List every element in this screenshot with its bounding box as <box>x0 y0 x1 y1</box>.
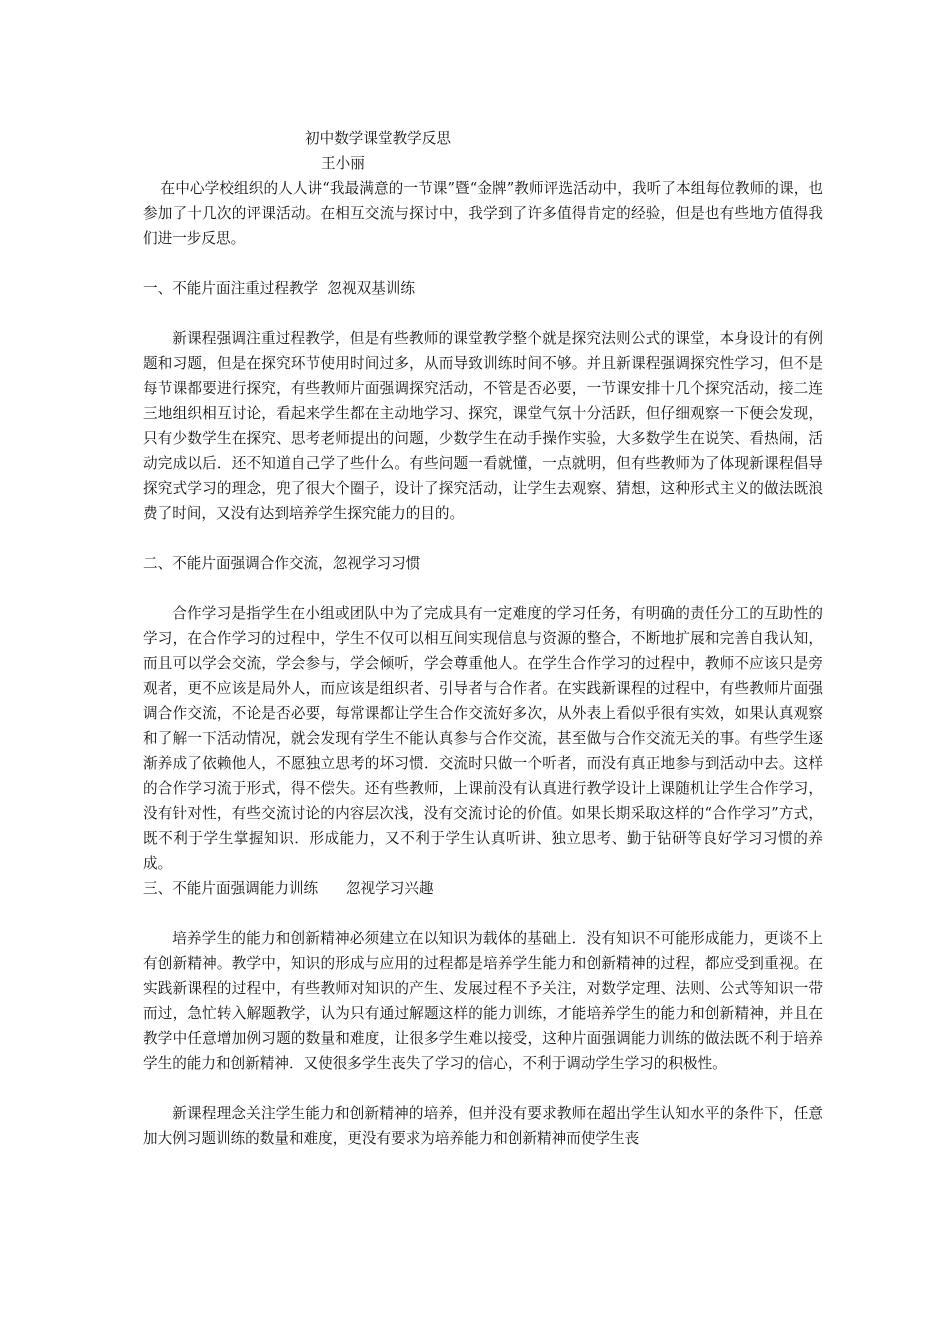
section-heading-2: 二、不能片面强调合作交流，忽视学习习惯 <box>143 555 421 572</box>
spacer <box>143 251 823 276</box>
spacer <box>143 901 823 926</box>
intro-paragraph: 在中心学校组织的人人讲“我最满意的一节课”暨“金牌”教师评选活动中，我听了本组每位教师的课，也参加了十几次的评课活动。在相互交流与探讨中，我学到了许多值得肯定的经验，但是也有些地方值得我们进一步反思。 <box>143 180 823 247</box>
document-page <box>143 126 823 1151</box>
spacer <box>143 301 823 326</box>
section-3-paragraph-1: 培养学生的能力和创新精神必须建立在以知识为载体的基础上．没有知识不可能形成能力，更谈不上有创新精神。教学中，知识的形成与应用的过程都是培养学生能力和创新精神的过程，都应受到重视。在实践新课程的过程中，有些教师对知识的产生、发展过程不予关注，对数学定理、法则、公式等知识一带而过，急忙转入解题教学，认为只有通过解题这样的能力训练，才能培养学生的能力和创新精神，并且在教学中任意增加例习题的数量和难度，让很多学生难以接受，这种片面强调能力训练的做法既不利于培养学生的能力和创新精神．又使很多学生丧失了学习的信心，不利于调动学生学习的积极性。 <box>143 930 823 1072</box>
section-1-paragraph-1: 新课程强调注重过程教学，但是有些教师的课堂教学整个就是探究法则公式的课堂，本身设计的有例题和习题，但是在探究环节使用时间过多，从而导致训练时间不够。并且新课程强调探究性学习，但不是每节课都要进行探究，有些教师片面强调探究活动，不管是否必要，一节课安排十几个探究活动，接二连三地组织相互讨论，看起来学生都在主动地学习、探究，课堂气氛十分活跃，但仔细观察一下便会发现，只有少数学生在探究、思考老师提出的问题，少数学生在动手操作实验，大多数学生在说笑、看热闹，活动完成以后．还不知道自己学了些什么。有些问题一看就懂，一点就明，但有些教师为了体现新课程倡导探究式学习的理念，兜了很大个圈子，设计了探究活动，让学生去观察、猜想，这种形式主义的做法既浪费了时间，又没有达到培养学生探究能力的目的。 <box>143 330 823 522</box>
section-heading-1: 一、不能片面注重过程教学 忽视双基训练 <box>143 280 415 297</box>
section-2-paragraph-1: 合作学习是指学生在小组或团队中为了完成具有一定难度的学习任务，有明确的责任分工的互助性的学习，在合作学习的过程中，学生不仅可以相互间实现信息与资源的整合，不断地扩展和完善自我认知，而且可以学会交流，学会参与，学会倾听，学会尊重他人。在学生合作学习的过程中，教师不应该只是旁观者，更不应该是局外人，而应该是组织者、引导者与合作者。在实践新课程的过程中，有些教师片面强调合作交流，不论是否必要，每常课都让学生合作交流好多次，从外表上看似乎很有实效，如果认真观察和了解一下活动情况，就会发现有学生不能认真参与合作交流，甚至做与合作交流无关的事。有些学生逐渐养成了依赖他人，不愿独立思考的坏习惯．交流时只做一个听者，而没有真正地参与到活动中去。这样的合作学习流于形式，得不偿失。还有些教师，上课前没有认真进行教学设计上课随机让学生合作学习，没有针对性，有些交流讨论的内容层次浅，没有交流讨论的价值。如果长期采取这样的“合作学习”方式，既不利于学生掌握知识．形成能力，又不利于学生认真听讲、独立思考、勤于钻研等良好学习习惯的养成。 <box>143 605 823 872</box>
spacer <box>143 1076 823 1101</box>
spacer <box>143 576 823 601</box>
section-heading-3: 三、不能片面强调能力训练 忽视学习兴趣 <box>143 880 434 897</box>
section-3-paragraph-2: 新课程理念关注学生能力和创新精神的培养，但并没有要求教师在超出学生认知水平的条件下，任意加大例习题训练的数量和难度，更没有要求为培养能力和创新精神而使学生丧 <box>143 1105 823 1147</box>
document-author: 王小丽 <box>321 155 365 172</box>
spacer <box>143 526 823 551</box>
document-title: 初中数学课堂教学反思 <box>305 130 451 147</box>
